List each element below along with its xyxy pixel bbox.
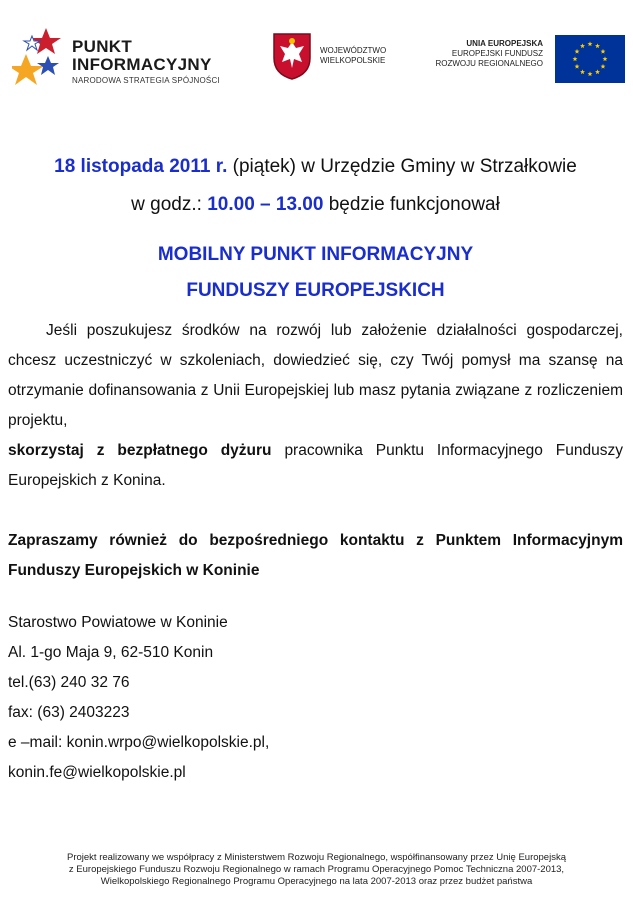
- main-title-line1: MOBILNY PUNKT INFORMACYJNY: [157, 244, 474, 265]
- wielkopolskie-logo: [272, 32, 402, 82]
- info-paragraph-rest: pracownika Punktu Informacyjnego Funduszy Europejskich z Konina.: [8, 442, 623, 489]
- footer-line2: z Europejskiego Funduszu Rozwoju Regionalnego w ramach Programu Operacyjnego Pomoc Techniczna 2007-2013,: [68, 864, 565, 875]
- hours-suffix: będzie funkcjonował: [323, 194, 500, 215]
- contact-address: Al. 1-go Maja 9, 62-510 Konin: [8, 644, 214, 661]
- eu-logo-line2: EUROPEJSKI FUNDUSZ: [451, 49, 543, 58]
- footer-line3: Wielkopolskiego Regionalnego Programu Operacyjnego na lata 2007-2013 oraz przez budżet państwa: [100, 876, 533, 887]
- hours-line: [8, 186, 623, 224]
- pi-logo-line1: PUNKT: [72, 37, 133, 56]
- date-line: [8, 148, 623, 186]
- eu-flag-icon: [555, 35, 625, 83]
- event-date-rest: (piątek) w Urzędzie Gminy w Strzałkowie: [227, 156, 577, 177]
- hours-prefix: w godz.:: [131, 194, 208, 215]
- eagle-shield-icon: [272, 32, 312, 80]
- main-content: [8, 148, 623, 788]
- info-paragraph: [8, 316, 623, 496]
- contact-fax: fax: (63) 2403223: [8, 704, 130, 721]
- contact-email-2[interactable]: konin.fe@wielkopolskie.pl: [8, 764, 186, 781]
- punkt-informacyjny-logo: [12, 20, 242, 90]
- footer: [0, 852, 633, 888]
- info-paragraph-bold: skorzystaj z bezpłatnego dyżuru: [8, 442, 272, 459]
- wlkp-logo-line2: WIELKOPOLSKIE: [320, 56, 386, 65]
- contact-phone: tel.(63) 240 32 76: [8, 674, 130, 691]
- footer-line1: Projekt realizowany we współpracy z Ministerstwem Rozwoju Regionalnego, współfinansowany przez Unię Europejską: [67, 852, 566, 863]
- header: [0, 0, 633, 100]
- eu-logo: [430, 35, 625, 85]
- star-icon: [12, 24, 64, 86]
- pi-logo-line2: INFORMACYJNY: [72, 55, 212, 74]
- info-paragraph-text: Jeśli poszukujesz środków na rozwój lub założenie działalności gospodarczej, chcesz uczestniczyć w szkoleniach, dowiedzieć się, czy Twój pomysł ma szansę na otrzymanie dofinansowania z Unii Europejskiej lub masz pytania związane z rozliczeniem projektu,: [8, 322, 623, 429]
- contact-email-1[interactable]: e –mail: konin.wrpo@wielkopolskie.pl,: [8, 734, 270, 751]
- invite-text: Zapraszamy również do bezpośredniego kontaktu z Punktem Informacyjnym Funduszy Europejskich w Koninie: [8, 532, 623, 579]
- eu-logo-line3: ROZWOJU REGIONALNEGO: [435, 59, 543, 68]
- eu-logo-line1: UNIA EUROPEJSKA: [466, 39, 543, 48]
- contact-name: Starostwo Powiatowe w Koninie: [8, 614, 228, 631]
- event-hours: 10.00 – 13.00: [207, 194, 324, 215]
- contact-block: [8, 608, 623, 788]
- wlkp-logo-line1: WOJEWÓDZTWO: [320, 46, 387, 55]
- event-date: 18 listopada 2011 r.: [54, 156, 228, 177]
- pi-logo-subtitle: NARODOWA STRATEGIA SPÓJNOŚCI: [72, 76, 220, 85]
- main-title-line2: FUNDUSZY EUROPEJSKICH: [186, 280, 445, 301]
